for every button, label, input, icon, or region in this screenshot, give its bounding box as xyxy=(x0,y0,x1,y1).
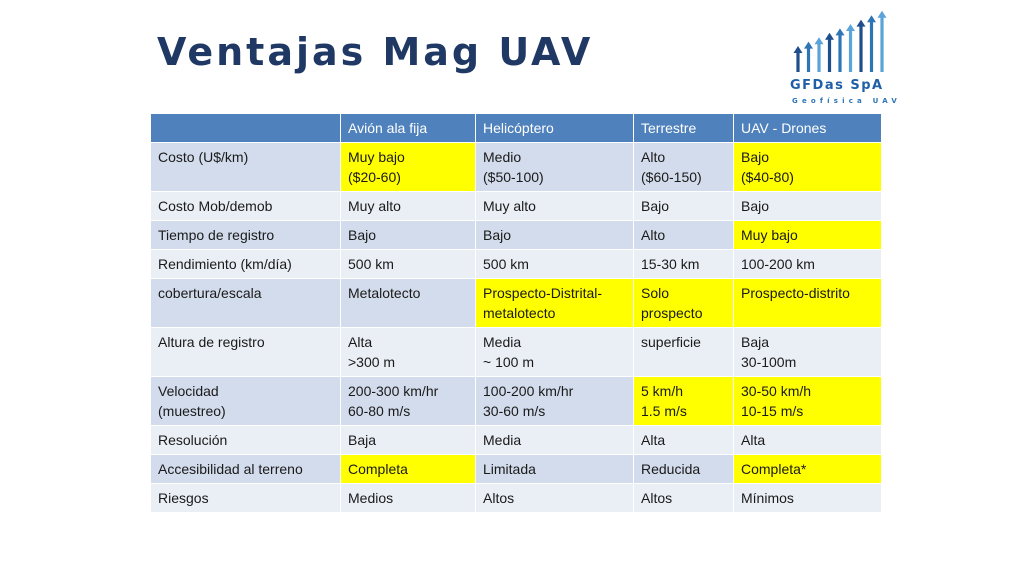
cell-line: Alta xyxy=(641,432,666,448)
cell-line: Alta xyxy=(741,432,766,448)
table-row xyxy=(151,250,882,279)
cell-line: Bajo xyxy=(741,198,770,214)
cell-line: ($60-150) xyxy=(641,169,702,185)
slide-title: Ventajas Mag UAV xyxy=(157,30,594,74)
comparison-table xyxy=(150,113,882,513)
arrow-head xyxy=(857,20,866,27)
table-cell xyxy=(634,221,734,250)
row-label: Riesgos xyxy=(151,484,341,513)
row-label-line: Velocidad xyxy=(158,383,219,399)
arrow-head xyxy=(867,15,876,22)
table-cell xyxy=(634,279,734,328)
cell-line: ($20-60) xyxy=(348,169,401,185)
cell-line: Prospecto-distrito xyxy=(741,285,850,301)
table-cell xyxy=(634,377,734,426)
arrow-head xyxy=(804,42,813,49)
table-cell xyxy=(341,221,476,250)
table-cell xyxy=(341,279,476,328)
cell-line: Media xyxy=(483,432,522,448)
row-label: Accesibilidad al terreno xyxy=(151,455,341,484)
arrow-head xyxy=(836,28,845,35)
row-label: Tiempo de registro xyxy=(151,221,341,250)
table-cell xyxy=(476,250,634,279)
table-cell xyxy=(734,484,882,513)
table-row xyxy=(151,192,882,221)
arrow-shaft xyxy=(796,51,799,72)
table-row xyxy=(151,328,882,377)
table-cell xyxy=(341,484,476,513)
cell-line: Medios xyxy=(348,490,394,506)
cell-line: Muy alto xyxy=(483,198,536,214)
table-cell xyxy=(476,328,634,377)
arrow-head xyxy=(825,33,834,40)
table-cell xyxy=(341,328,476,377)
arrow-head xyxy=(815,37,824,44)
row-label: Resolución xyxy=(151,426,341,455)
row-label: Costo (U$/km) xyxy=(151,143,341,192)
rising-arrows-icon xyxy=(784,6,894,78)
cell-line: ~ 100 m xyxy=(483,354,534,370)
table-cell xyxy=(341,192,476,221)
arrow-shaft xyxy=(859,25,862,72)
arrow-head xyxy=(794,46,803,53)
cell-line: 500 km xyxy=(348,256,394,272)
cell-line: Muy bajo xyxy=(348,149,405,165)
cell-line: 30-50 km/h xyxy=(741,383,812,399)
column-header: UAV - Drones xyxy=(734,114,882,143)
arrow-shaft xyxy=(870,20,873,72)
row-label-line: (muestreo) xyxy=(158,403,226,419)
arrow-shaft xyxy=(807,47,810,72)
cell-line: Prospecto-Distrital- xyxy=(483,285,603,301)
logo-subtitle: Geofísica UAV xyxy=(792,97,902,105)
table-cell xyxy=(734,221,882,250)
cell-line: Baja xyxy=(348,432,377,448)
cell-line: 30-60 m/s xyxy=(483,403,546,419)
table-cell xyxy=(634,250,734,279)
table-cell xyxy=(734,143,882,192)
cell-line: ($40-80) xyxy=(741,169,794,185)
table-cell xyxy=(476,426,634,455)
table-header-row xyxy=(151,114,882,143)
cell-line: Muy bajo xyxy=(741,227,798,243)
cell-line: Bajo xyxy=(641,198,670,214)
cell-line: Limitada xyxy=(483,461,536,477)
table-cell xyxy=(341,455,476,484)
table-cell xyxy=(734,250,882,279)
row-label: Costo Mob/demob xyxy=(151,192,341,221)
cell-line: ($50-100) xyxy=(483,169,544,185)
table-cell xyxy=(734,192,882,221)
cell-line: 1.5 m/s xyxy=(641,403,687,419)
column-header xyxy=(151,114,341,143)
table-cell xyxy=(341,143,476,192)
table-cell xyxy=(634,143,734,192)
cell-line: Bajo xyxy=(348,227,377,243)
arrow-shaft xyxy=(828,38,831,72)
table-cell xyxy=(476,484,634,513)
cell-line: Alto xyxy=(641,149,666,165)
table-cell xyxy=(634,455,734,484)
table-cell xyxy=(341,377,476,426)
cell-line: Media xyxy=(483,334,522,350)
table-cell xyxy=(341,250,476,279)
row-label: cobertura/escala xyxy=(151,279,341,328)
cell-line: 200-300 km/hr xyxy=(348,383,439,399)
cell-line: 60-80 m/s xyxy=(348,403,411,419)
cell-line: superficie xyxy=(641,334,701,350)
arrow-head xyxy=(846,24,855,31)
cell-line: Completa* xyxy=(741,461,807,477)
logo-name: GFDas SpA xyxy=(790,78,884,93)
cell-line: Completa xyxy=(348,461,408,477)
cell-line: prospecto xyxy=(641,305,703,321)
cell-line: Metalotecto xyxy=(348,285,421,301)
table-cell xyxy=(634,328,734,377)
cell-line: Altos xyxy=(483,490,515,506)
table-cell xyxy=(734,426,882,455)
table-row xyxy=(151,377,882,426)
cell-line: Mínimos xyxy=(741,490,794,506)
table-cell xyxy=(734,279,882,328)
cell-line: Alta xyxy=(348,334,373,350)
table-cell xyxy=(476,279,634,328)
column-header: Helicóptero xyxy=(476,114,634,143)
row-label: Altura de registro xyxy=(151,328,341,377)
table-row xyxy=(151,455,882,484)
table-row xyxy=(151,279,882,328)
cell-line: Baja xyxy=(741,334,770,350)
table-row xyxy=(151,221,882,250)
table-cell xyxy=(341,426,476,455)
table-cell xyxy=(634,484,734,513)
cell-line: 500 km xyxy=(483,256,529,272)
table-cell xyxy=(734,455,882,484)
column-header: Avión ala fija xyxy=(341,114,476,143)
table-row xyxy=(151,426,882,455)
table-row xyxy=(151,484,882,513)
row-label: Rendimiento (km/día) xyxy=(151,250,341,279)
table-cell xyxy=(476,377,634,426)
table-row xyxy=(151,143,882,192)
cell-line: 100-200 km/hr xyxy=(483,383,574,399)
table-cell xyxy=(476,143,634,192)
cell-line: Alto xyxy=(641,227,666,243)
row-label xyxy=(151,377,341,426)
table-cell xyxy=(634,426,734,455)
arrow-shaft xyxy=(849,29,852,72)
arrow-shaft xyxy=(817,42,820,72)
cell-line: Bajo xyxy=(483,227,512,243)
table-cell xyxy=(634,192,734,221)
company-logo xyxy=(784,6,902,110)
cell-line: Medio xyxy=(483,149,522,165)
cell-line: 5 km/h xyxy=(641,383,684,399)
cell-line: 15-30 km xyxy=(641,256,700,272)
cell-line: Bajo xyxy=(741,149,770,165)
cell-line: Altos xyxy=(641,490,673,506)
cell-line: Muy alto xyxy=(348,198,401,214)
table-cell xyxy=(476,455,634,484)
arrow-head xyxy=(878,11,887,18)
table-cell xyxy=(476,221,634,250)
cell-line: >300 m xyxy=(348,354,396,370)
arrow-shaft xyxy=(880,16,883,72)
table-cell xyxy=(476,192,634,221)
table-cell xyxy=(734,328,882,377)
column-header: Terrestre xyxy=(634,114,734,143)
cell-line: Reducida xyxy=(641,461,701,477)
cell-line: metalotecto xyxy=(483,305,556,321)
cell-line: 10-15 m/s xyxy=(741,403,804,419)
cell-line: Solo xyxy=(641,285,670,301)
arrow-shaft xyxy=(838,33,841,72)
cell-line: 100-200 km xyxy=(741,256,815,272)
table-cell xyxy=(734,377,882,426)
cell-line: 30-100m xyxy=(741,354,797,370)
